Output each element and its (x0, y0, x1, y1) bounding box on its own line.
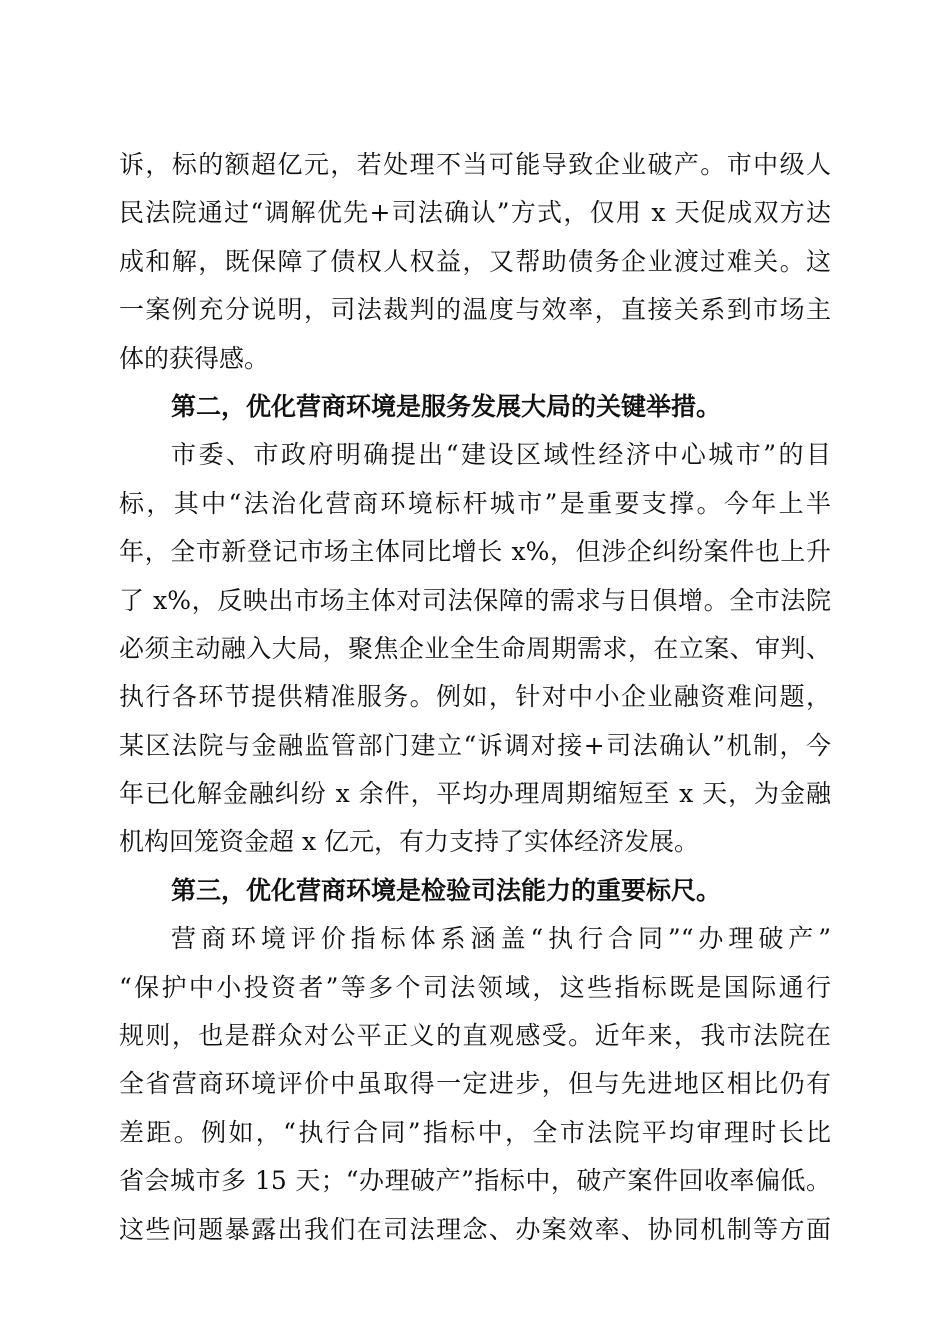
body-line: 成和解，既保障了债权人权益，又帮助债务企业渡过难关。这 (119, 246, 831, 276)
body-line-paragraph-end: 体的获得感。 (119, 343, 270, 373)
body-line: 这些问题暴露出我们在司法理念、办案效率、协同机制等方面 (119, 1214, 831, 1244)
body-line: 民法院通过“调解优先+司法确认”方式，仅用 x 天促成双方达 (119, 198, 831, 228)
body-line: 标，其中“法治化营商环境标杆城市”是重要支撑。今年上半 (119, 488, 831, 518)
body-line: 必须主动融入大局，聚焦企业全生命周期需求，在立案、审判、 (119, 633, 831, 663)
body-line: 诉，标的额超亿元，若处理不当可能导致企业破产。市中级人 (119, 150, 831, 179)
body-line: 差距。例如，“执行合同”指标中，全市法院平均审理时长比 (119, 1117, 831, 1147)
body-line: 全省营商环境评价中虽取得一定进步，但与先进地区相比仍有 (119, 1069, 831, 1099)
body-line: 某区法院与金融监管部门建立“诉调对接+司法确认”机制，今 (119, 730, 831, 760)
document-page (119, 150, 831, 1263)
body-line: 规则，也是群众对公平正义的直观感受。近年来，我市法院在 (119, 1021, 831, 1051)
body-line-paragraph-start: 营商环境评价指标体系涵盖“执行合同”“办理破产” (171, 924, 831, 954)
section-heading-third: 第三，优化营商环境是检验司法能力的重要标尺。 (171, 875, 722, 905)
section-heading-second: 第二，优化营商环境是服务发展大局的关键举措。 (171, 391, 722, 421)
body-line-paragraph-start: 市委、市政府明确提出“建设区域性经济中心城市”的目 (171, 440, 831, 470)
body-line: 一案例充分说明，司法裁判的温度与效率，直接关系到市场主 (119, 295, 831, 325)
body-line: 年，全市新登记市场主体同比增长 x%，但涉企纠纷案件也上升 (119, 537, 831, 567)
body-line: “保护中小投资者”等多个司法领域，这些指标既是国际通行 (119, 972, 831, 1002)
body-line: 执行各环节提供精准服务。例如，针对中小企业融资难问题， (119, 682, 831, 712)
body-line: 省会城市多 15 天；“办理破产”指标中，破产案件回收率偏低。 (119, 1166, 831, 1196)
body-line: 年已化解金融纠纷 x 余件，平均办理周期缩短至 x 天，为金融 (119, 779, 831, 809)
body-line: 了 x%，反映出市场主体对司法保障的需求与日俱增。全市法院 (119, 585, 831, 615)
body-line-paragraph-end: 机构回笼资金超 x 亿元，有力支持了实体经济发展。 (119, 827, 699, 857)
